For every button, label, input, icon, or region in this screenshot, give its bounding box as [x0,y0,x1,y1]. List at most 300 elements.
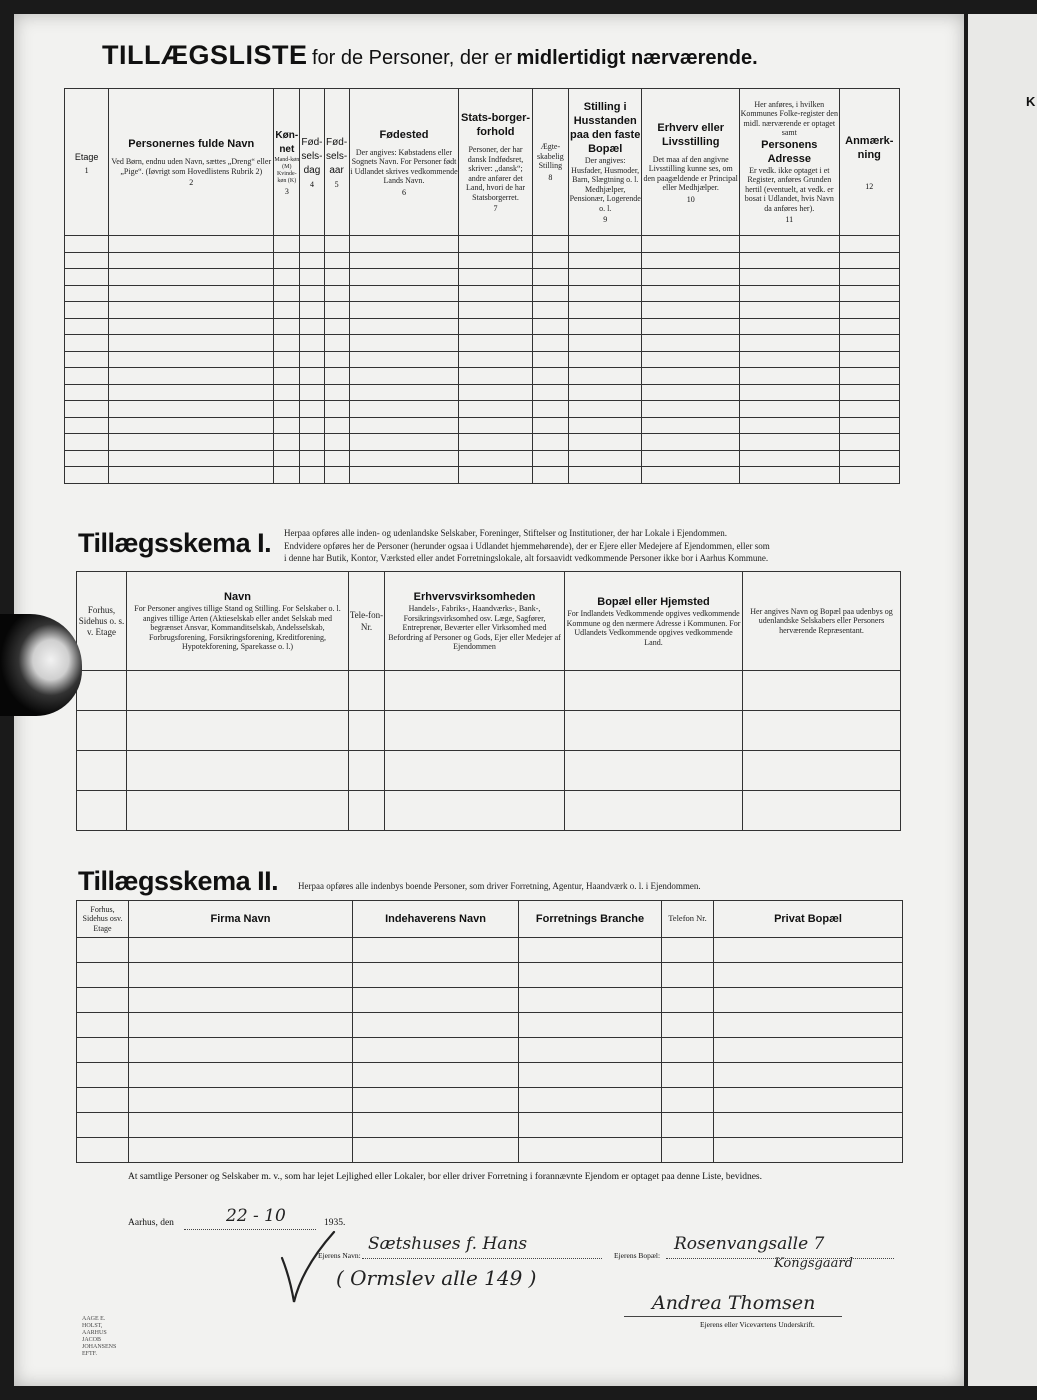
table-cell [565,751,743,791]
schedule-2-title: Tillægsskema II. [78,866,279,896]
table-row [77,1088,903,1113]
table-cell [349,368,459,385]
table-cell [324,318,349,335]
checkmark-mark [278,1228,338,1308]
table-cell [77,711,127,751]
table-cell [532,269,568,286]
handwritten-date: 22 - 10 [226,1206,286,1226]
table-row [65,236,900,253]
table-cell [568,434,641,451]
table-cell [739,401,839,418]
col-header-owner: Indehaverens Navn [353,901,519,938]
table-cell [353,1063,519,1088]
table-row [65,252,900,269]
table-cell [839,401,899,418]
table-cell [532,401,568,418]
table-cell [353,1138,519,1163]
table-cell [839,285,899,302]
table-cell [300,434,324,451]
table-cell [739,335,839,352]
table-cell [109,384,274,401]
table-cell [77,751,127,791]
table-cell [532,252,568,269]
table-cell [642,434,740,451]
table-cell [349,269,459,286]
table-cell [519,1038,662,1063]
table-cell [385,671,565,711]
table-cell [519,963,662,988]
table-cell [109,269,274,286]
table-cell [739,467,839,484]
table-cell [274,417,300,434]
table-row [65,467,900,484]
table-cell [385,711,565,751]
handwritten-signature: Andrea Thomsen [652,1292,816,1314]
table-cell [129,1113,353,1138]
table-cell [568,252,641,269]
table-row [77,791,901,831]
table-header-row [65,89,900,236]
table-cell [349,335,459,352]
table-cell [662,938,714,963]
next-page-mark: K [1026,94,1036,109]
table-cell [274,467,300,484]
table-cell [349,384,459,401]
table-cell [353,938,519,963]
table-cell [739,417,839,434]
table-cell [274,285,300,302]
col-header-occupation: Erhverv eller Livsstilling Det maa af den angivne Livsstilling kunne ses, om den paagældende er Principal eller Medhjælper. 10 [642,89,740,236]
table-body [65,236,900,484]
table-cell [459,384,532,401]
table-cell [532,450,568,467]
table-cell [385,791,565,831]
table-cell [353,1038,519,1063]
col-header-firm: Firma Navn [129,901,353,938]
table-cell [129,1038,353,1063]
table-cell [739,368,839,385]
table-cell [568,417,641,434]
table-cell [662,1013,714,1038]
table-cell [300,269,324,286]
handwritten-owner-address: Rosenvangsalle 7 [674,1234,825,1254]
table-cell [65,384,109,401]
handwritten-owner-address-2: Kongsgaard [774,1256,853,1271]
table-cell [65,252,109,269]
table-cell [274,335,300,352]
table-cell [642,384,740,401]
table-row [65,318,900,335]
table-cell [129,1138,353,1163]
table-cell [77,1063,129,1088]
table-cell [300,401,324,418]
title-rest: for de Personer, der er [311,47,513,69]
printer-imprint: AAGE E. HOLST, AARHUS JACOB JOHANSENS EFTF. [82,1316,117,1357]
table-cell [459,434,532,451]
table-cell [300,285,324,302]
table-cell [109,368,274,385]
title-emphasis: midlertidigt nærværende. [516,47,758,69]
table-row [77,751,901,791]
table-row [65,285,900,302]
certification-text: At samtlige Personer og Selskaber m. v., som har lejet Lejlighed eller Lokaler, bor eller driver Forretning i forannævnte Ejendom er optaget paa denne Liste, bevidnes. [128,1172,762,1182]
table-cell [662,1113,714,1138]
table-cell [642,318,740,335]
col-header-floor: Forhus, Sidehus osv. Etage [77,901,129,938]
table-cell [300,467,324,484]
col-header-birthyear: Fød-sels-aar 5 [324,89,349,236]
handwritten-owner-name: Sætshuses f. Hans [368,1234,528,1254]
table-row [65,351,900,368]
table-cell [109,351,274,368]
table-row [77,988,903,1013]
table-cell [109,285,274,302]
table-row [65,417,900,434]
table-cell [77,1013,129,1038]
table-cell [739,450,839,467]
col-header-floor: Forhus, Sidehus o. s. v. Etage [77,572,127,671]
table-cell [714,1113,903,1138]
table-cell [127,671,349,711]
table-cell [324,434,349,451]
table-cell [129,963,353,988]
table-cell [109,401,274,418]
table-cell [109,302,274,319]
table-cell [739,384,839,401]
col-header-private-address: Privat Bopæl [714,901,903,938]
table-cell [274,318,300,335]
table-cell [532,285,568,302]
table-cell [127,751,349,791]
table-cell [714,1063,903,1088]
table-cell [65,302,109,319]
schedule-1-table [76,571,901,831]
table-cell [568,302,641,319]
table-cell [324,269,349,286]
table-cell [77,963,129,988]
table-cell [459,368,532,385]
table-cell [274,302,300,319]
table-cell [459,269,532,286]
table-cell [739,285,839,302]
table-row [65,269,900,286]
table-row [77,711,901,751]
table-cell [568,335,641,352]
owner-name-label: Ejerens Navn: [318,1251,361,1260]
table-cell [662,988,714,1013]
table-cell [300,252,324,269]
table-cell [739,252,839,269]
table-cell [274,368,300,385]
table-cell [129,1013,353,1038]
table-cell [739,351,839,368]
supplementary-list-table [64,88,900,484]
table-cell [77,1038,129,1063]
table-cell [349,751,385,791]
table-cell [519,1063,662,1088]
col-header-address: Her anføres, i hvilken Kommunes Folke-register den midl. nærværende er optaget samt Personens Adresse Er vedk. ikke optaget i et Register, anføres Grunden hertil (eventuelt, at vedk. er bosat i Udlandet, hvis Navn da anføres her). 11 [739,89,839,236]
table-cell [568,285,641,302]
col-header-etage: Etage 1 [65,89,109,236]
table-row [77,963,903,988]
col-header-residence: Bopæl eller Hjemsted For Indlandets Vedkommende opgives vedkommende Kommune og den nærmere Adresse i Kommunen. For Udlandets Vedkommende opgives vedkommende Land. [565,572,743,671]
page-title [102,40,932,71]
table-cell [642,269,740,286]
table-cell [65,368,109,385]
table-cell [739,318,839,335]
table-cell [743,791,901,831]
table-cell [274,384,300,401]
col-header-remarks: Anmærk-ning 12 [839,89,899,236]
table-cell [353,1088,519,1113]
col-header-birthday: Fød-sels-dag 4 [300,89,324,236]
table-cell [662,1138,714,1163]
table-cell [568,351,641,368]
table-cell [714,1088,903,1113]
table-cell [459,236,532,253]
table-cell [274,450,300,467]
table-cell [568,318,641,335]
col-header-citizenship: Stats-borger-forhold Personer, der har dansk Indfødsret, skriver: „dansk“; andre anfører det Land, hvori de har Statsborgerret. 7 [459,89,532,236]
table-cell [274,236,300,253]
table-cell [519,1013,662,1038]
table-row [65,384,900,401]
table-cell [642,467,740,484]
table-cell [109,252,274,269]
table-cell [349,252,459,269]
col-header-branch: Forretnings Branche [519,901,662,938]
handwritten-owner-name-2: ( Ormslev alle 149 ) [336,1266,537,1290]
table-cell [739,236,839,253]
table-cell [662,1038,714,1063]
table-cell [300,335,324,352]
table-cell [532,467,568,484]
table-cell [739,302,839,319]
table-cell [642,285,740,302]
table-cell [300,302,324,319]
table-cell [300,236,324,253]
title-big: TILLÆGSLISTE [102,40,308,70]
table-cell [642,368,740,385]
table-cell [839,450,899,467]
col-header-household: Stilling i Husstanden paa den faste Bopæl Der angives: Husfader, Husmoder, Barn, Slægtning o. l. Medhjælper, Pensionær, Logerende o. l. 9 [568,89,641,236]
table-cell [459,318,532,335]
schedule-2-table [76,900,903,1163]
table-cell [568,368,641,385]
table-cell [300,318,324,335]
table-row [65,434,900,451]
table-cell [300,351,324,368]
col-header-sex: Køn-net Mand-køn (M) Kvinde-køn (K) 3 [274,89,300,236]
table-cell [109,450,274,467]
table-cell [839,252,899,269]
col-header-phone: Telefon Nr. [662,901,714,938]
table-cell [532,434,568,451]
table-cell [274,269,300,286]
table-cell [532,351,568,368]
table-cell [109,434,274,451]
table-cell [129,1088,353,1113]
col-header-phone: Tele-fon-Nr. [349,572,385,671]
table-row [77,1038,903,1063]
table-cell [532,368,568,385]
table-cell [65,467,109,484]
table-body [77,938,903,1163]
table-cell [568,236,641,253]
table-row [77,1138,903,1163]
table-cell [714,1038,903,1063]
table-cell [839,318,899,335]
table-cell [459,252,532,269]
table-cell [65,318,109,335]
table-cell [532,318,568,335]
table-row [77,1063,903,1088]
table-cell [129,988,353,1013]
table-cell [109,417,274,434]
table-cell [839,368,899,385]
table-cell [385,751,565,791]
table-cell [565,711,743,751]
table-cell [839,269,899,286]
table-cell [77,938,129,963]
table-cell [459,450,532,467]
table-cell [324,417,349,434]
table-cell [349,236,459,253]
table-cell [349,302,459,319]
table-cell [324,252,349,269]
table-cell [65,450,109,467]
table-cell [349,434,459,451]
table-cell [65,236,109,253]
table-cell [109,467,274,484]
table-cell [519,938,662,963]
table-cell [353,1113,519,1138]
table-cell [324,236,349,253]
table-cell [459,302,532,319]
table-cell [65,434,109,451]
table-cell [274,252,300,269]
table-row [65,401,900,418]
table-row [65,302,900,319]
table-cell [65,269,109,286]
table-cell [274,351,300,368]
table-cell [568,401,641,418]
table-cell [519,1088,662,1113]
place-label: Aarhus, den [128,1218,174,1228]
table-cell [129,1063,353,1088]
table-cell [300,417,324,434]
table-cell [459,467,532,484]
table-cell [349,791,385,831]
adjacent-page [968,14,1037,1386]
table-cell [324,302,349,319]
table-cell [300,368,324,385]
table-cell [519,1113,662,1138]
table-cell [324,285,349,302]
table-cell [77,1088,129,1113]
table-cell [532,335,568,352]
table-cell [127,791,349,831]
signature-label: Ejerens eller Viceværtens Underskrift. [700,1320,815,1329]
table-cell [642,401,740,418]
table-cell [349,351,459,368]
table-cell [127,711,349,751]
table-cell [568,269,641,286]
col-header-business: Erhvervsvirksomheden Handels-, Fabriks-, Haandværks-, Bank-, Forsikringsvirksomhed osv. Læge, Sagfører, Entreprenør, Beværter eller Virksomhed med Befordring af Personer og Gods, Ejer eller Medejer af Ejendommen [385,572,565,671]
table-cell [65,335,109,352]
table-cell [349,318,459,335]
table-cell [459,335,532,352]
table-cell [349,671,385,711]
table-cell [839,236,899,253]
table-cell [568,450,641,467]
schedule-2-description: Herpaa opføres alle indenbys boende Personer, som driver Forretning, Agentur, Haandværk o. l. i Ejendommen. [298,881,701,891]
table-cell [532,236,568,253]
table-cell [129,938,353,963]
table-cell [459,351,532,368]
table-cell [532,384,568,401]
table-cell [300,384,324,401]
table-cell [349,417,459,434]
table-cell [532,417,568,434]
table-cell [65,417,109,434]
table-cell [324,467,349,484]
table-cell [714,1013,903,1038]
table-cell [839,351,899,368]
table-cell [714,988,903,1013]
table-cell [353,988,519,1013]
table-cell [65,401,109,418]
table-cell [65,351,109,368]
table-cell [459,285,532,302]
schedule-1-description: Herpaa opføres alle inden- og udenlandske Selskaber, Foreninger, Stiftelser og Institutioner, der har Lokale i Ejendommen. Endvidere opføres her de Personer (herunder ogsaa i Udlandet hjemmehørende), der er Ejere eller Medejere af Ejendommen, eller som i denne har Butik, Kontor, Værksted eller andet Forretningslokale, alt forsaavidt vedkommende Personer ikke bor i Aarhus Kommune. [284,528,770,563]
table-cell [274,401,300,418]
table-cell [300,450,324,467]
table-cell [77,791,127,831]
col-header-name: Personernes fulde Navn Ved Børn, endnu uden Navn, sættes „Dreng“ eller „Pige“. (Iøvrigt som Hovedlistens Rubrik 2) 2 [109,89,274,236]
table-cell [109,335,274,352]
table-cell [743,751,901,791]
table-cell [353,963,519,988]
table-cell [839,434,899,451]
table-cell [642,236,740,253]
table-cell [568,384,641,401]
table-cell [565,791,743,831]
table-cell [77,1138,129,1163]
year-label: 1935. [324,1218,346,1228]
table-cell [714,963,903,988]
table-cell [568,467,641,484]
table-header-row [77,901,903,938]
col-header-name: Navn For Personer angives tillige Stand og Stilling. For Selskaber o. l. angives tillige Arten (Aktieselskab eller andet Selskab med begrænset Ansvar, Kommanditselskab, Andelsselskab, Forbrugsforening, Forsikringsforening, Kreditforening, Hypotekforening, Sparekasse o. l.) [127,572,349,671]
table-cell [519,988,662,1013]
table-cell [532,302,568,319]
col-header-marital: Ægte-skabelig Stilling 8 [532,89,568,236]
table-cell [743,711,901,751]
table-cell [662,963,714,988]
table-cell [65,285,109,302]
table-cell [459,417,532,434]
table-cell [839,302,899,319]
table-cell [743,671,901,711]
table-cell [642,302,740,319]
table-cell [642,252,740,269]
table-cell [642,450,740,467]
col-header-birthplace: Fødested Der angives: Købstadens eller Sognets Navn. For Personer født i Udlandet skrives vedkommende Lands Navn. 6 [349,89,459,236]
table-cell [839,335,899,352]
table-cell [349,285,459,302]
table-cell [714,1138,903,1163]
